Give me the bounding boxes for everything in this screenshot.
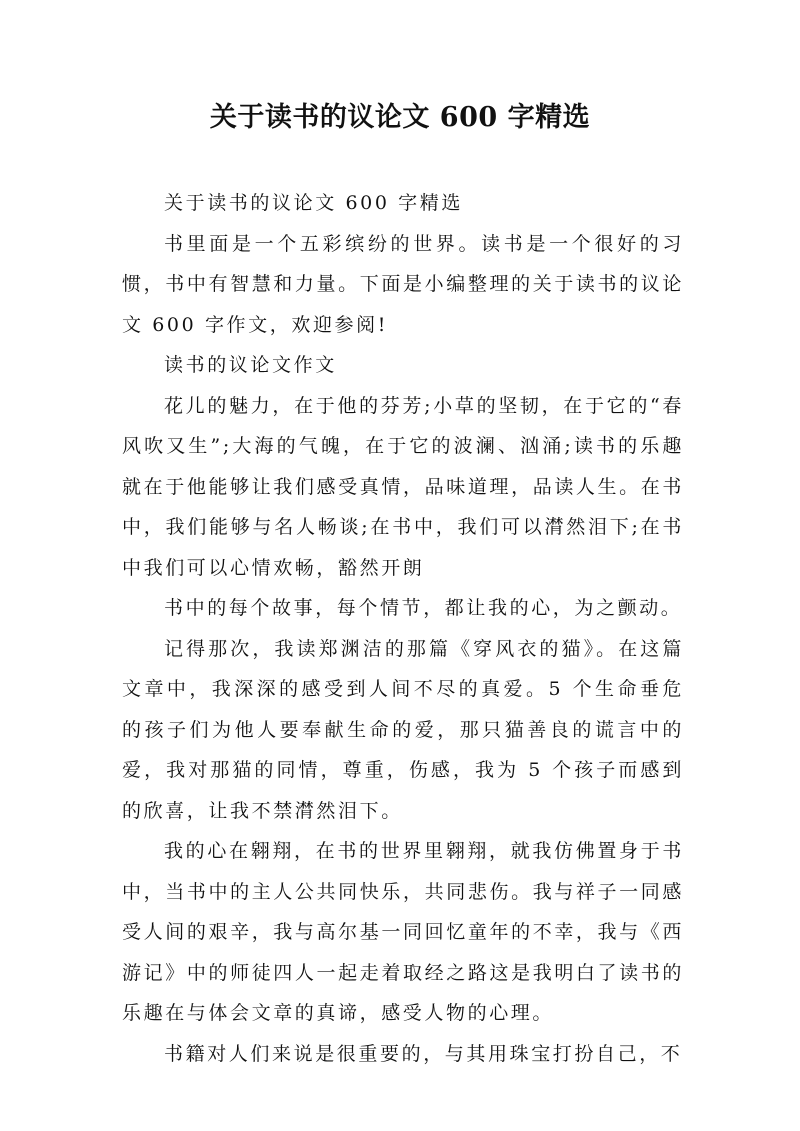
paragraph-body: 书中的每个故事，每个情节，都让我的心，为之颤动。 xyxy=(164,597,683,619)
paragraph-body: 花儿的魅力，在于他的芬芳;小草的坚韧，在于它的“春风吹又生”;大海的气魄，在于它的波澜、汹涌;读书的乐趣就在于他能够让我们感受真情，品味道理，品读人生。在书中，我们能够与名人畅谈;在书中，我们可以潸然泪下;在书中我们可以心情欢畅，豁然开朗 xyxy=(122,394,684,579)
paragraph-body: 我的心在翱翔，在书的世界里翱翔，就我仿佛置身于书中，当书中的主人公共同快乐，共同悲伤。我与祥子一同感受人间的艰辛，我与高尔基一同回忆童年的不幸，我与《西游记》中的师徒四人一起走着取经之路这是我明白了读书的乐趣在与体会文章的真谛，感受人物的心理。 xyxy=(122,840,684,1024)
paragraph-body: 书籍对人们来说是很重要的，与其用珠宝打扮自己，不 xyxy=(164,1042,683,1065)
paragraph-subtitle: 关于读书的议论文 600 字精选 xyxy=(164,192,463,214)
paragraph-section-heading: 读书的议论文作文 xyxy=(164,354,337,376)
paragraph-body: 记得那次，我读郑渊洁的那篇《穿风衣的猫》。在这篇文章中，我深深的感受到人间不尽的真爱。5 个生命垂危的孩子们为他人要奉献生命的爱，那只猫善良的谎言中的爱，我对那猫的同情，尊重，伤感，我为 5 个孩子而感到的欣喜，让我不禁潸然泪下。 xyxy=(122,637,684,822)
document-body xyxy=(122,183,684,1074)
page-title: 关于读书的议论文 600 字精选 xyxy=(209,102,591,133)
paragraph-intro: 书里面是一个五彩缤纷的世界。读书是一个很好的习惯，书中有智慧和力量。下面是小编整理的关于读书的议论文 600 字作文，欢迎参阅! xyxy=(122,232,684,336)
